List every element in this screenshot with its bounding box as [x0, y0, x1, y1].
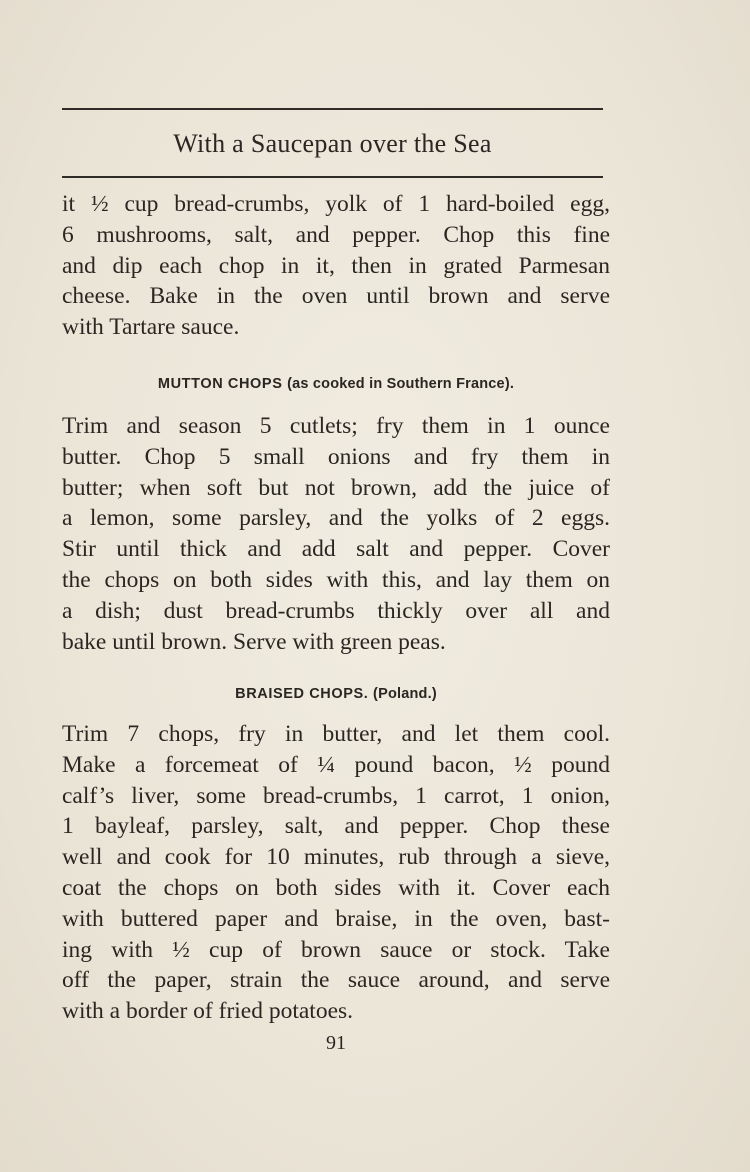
recipe-body-braised-chops: [62, 719, 610, 1027]
text-line: it ½ cup bread-crumbs, yolk of 1 hard-boiled egg,: [62, 191, 610, 217]
text-line: Trim and season 5 cutlets; fry them in 1 ounce: [62, 413, 610, 439]
running-head: With a Saucepan over the Sea: [173, 129, 492, 158]
text-line: with Tartare sauce.: [62, 314, 240, 341]
text-line: calf’s liver, some bread-crumbs, 1 carrot, 1 onion,: [62, 782, 610, 809]
continuation-paragraph: [62, 189, 610, 343]
text-line: Make a forcemeat of ¼ pound bacon, ½ pound: [62, 751, 610, 778]
text-line: cheese. Bake in the oven until brown and serve: [62, 283, 610, 310]
text-line: ing with ½ cup of brown sauce or stock. Take: [62, 936, 610, 963]
text-line: the chops on both sides with this, and lay them on: [62, 566, 610, 593]
header-top-rule: [62, 108, 603, 110]
text-line: butter. Chop 5 small onions and fry them in: [62, 443, 610, 470]
recipe-heading-braised-chops: [62, 684, 610, 704]
text-line: coat the chops on both sides with it. Cover each: [62, 874, 610, 901]
text-line: with a border of fried potatoes.: [62, 998, 354, 1025]
recipe-subtitle: (Poland.): [373, 686, 437, 702]
text-line: and dip each chop in it, then in grated Parmesan: [62, 252, 610, 279]
recipe-title: MUTTON CHOPS: [157, 376, 283, 392]
text-line: 6 mushrooms, salt, and pepper. Chop this fine: [62, 221, 610, 248]
text-line: with buttered paper and braise, in the oven, bast-: [62, 905, 610, 932]
text-line: Trim 7 chops, fry in butter, and let them cool.: [62, 721, 610, 747]
text-line: off the paper, strain the sauce around, and serve: [62, 967, 610, 994]
recipe-body-mutton-chops: [62, 411, 610, 657]
text-line: well and cook for 10 minutes, rub through a sieve,: [62, 844, 610, 871]
text-line: Stir until thick and add salt and pepper. Cover: [62, 536, 610, 563]
text-line: bake until brown. Serve with green peas.: [62, 628, 446, 655]
page-number: 91: [326, 1032, 346, 1054]
recipe-heading-mutton-chops: [62, 374, 610, 394]
text-line: a lemon, some parsley, and the yolks of 2 eggs.: [62, 505, 610, 532]
text-line: 1 bayleaf, parsley, salt, and pepper. Chop these: [62, 813, 610, 840]
text-line: butter; when soft but not brown, add the juice of: [62, 474, 610, 501]
recipe-title: BRAISED CHOPS.: [235, 686, 369, 702]
text-line: a dish; dust bread-crumbs thickly over all and: [62, 597, 610, 624]
recipe-subtitle: (as cooked in Southern France).: [287, 376, 515, 392]
header-bottom-rule: [62, 176, 603, 178]
